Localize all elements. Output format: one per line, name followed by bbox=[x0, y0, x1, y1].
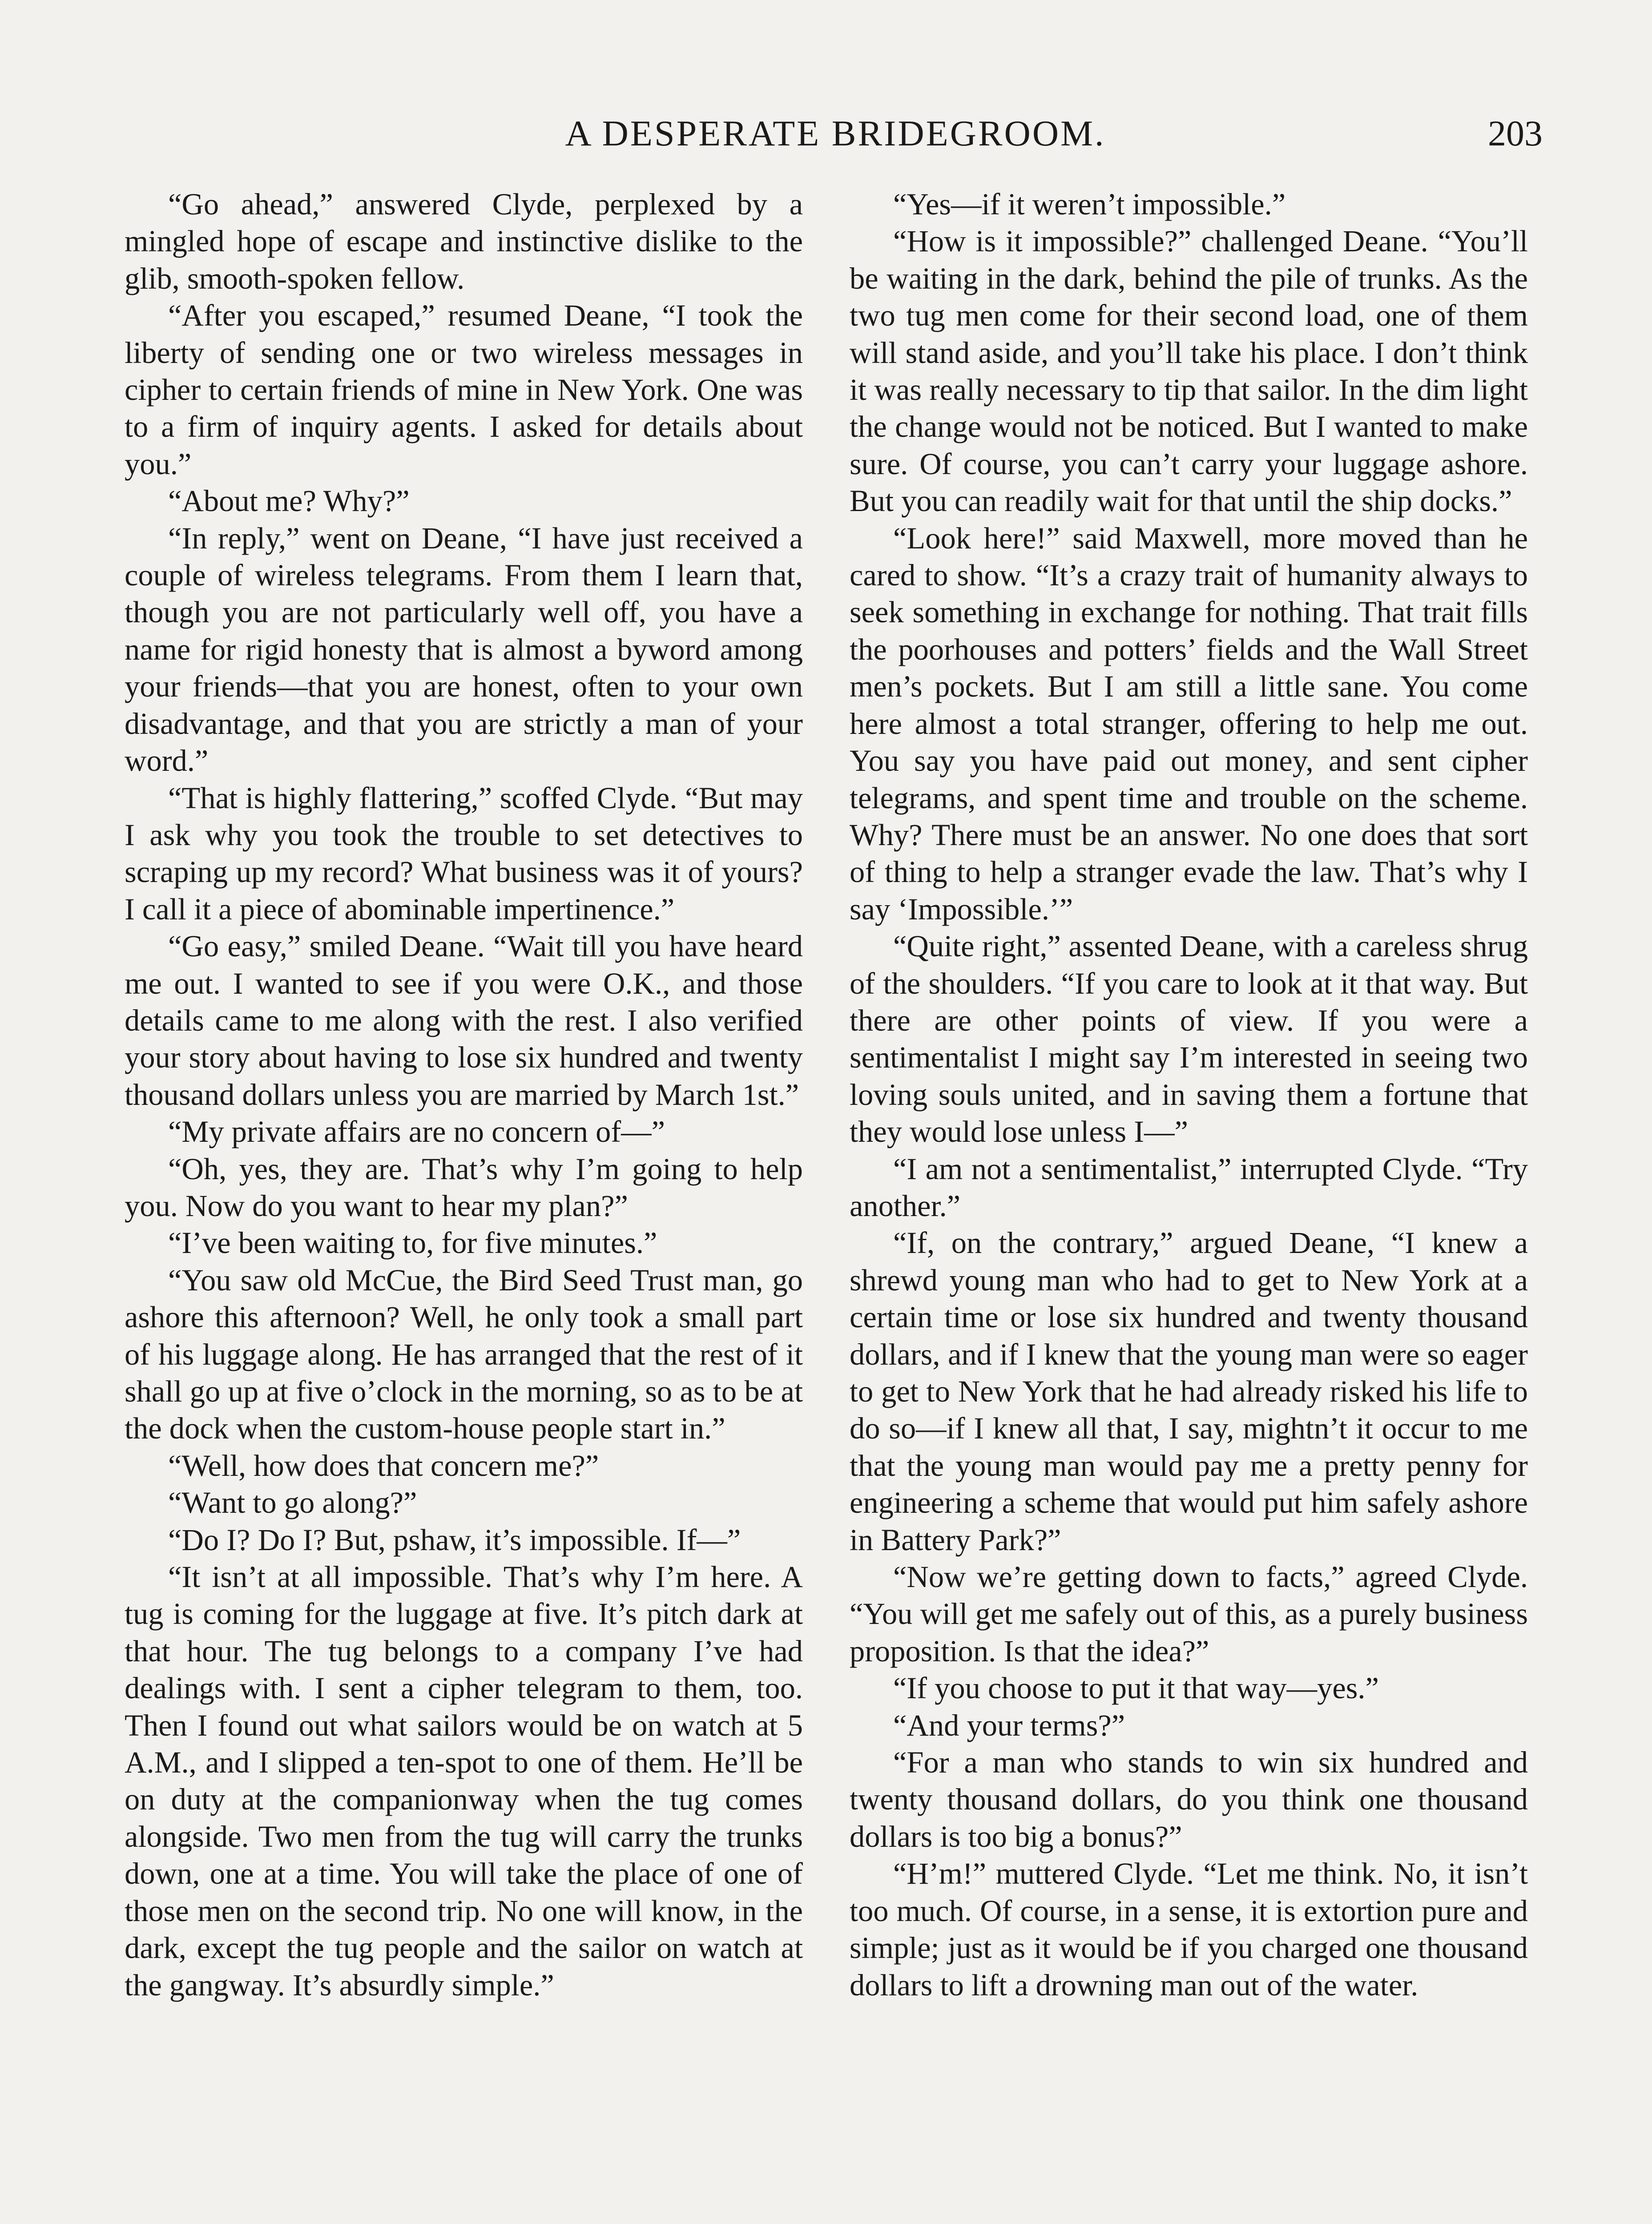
paragraph: “How is it impossible?” challenged Deane. “You’ll be waiting in the dark, behind the pile of trunks. As the two tug men come for their second load, one of them will stand aside, and you’ll take his place. I don’t think it was really necessary to tip that sailor. In the dim light the change would not be noticed. But I wanted to make sure. Of course, you can’t carry your luggage ashore. But you can readily wait for that until the ship docks.” bbox=[850, 224, 1528, 518]
paragraph: “My private affairs are no concern of—” bbox=[168, 1115, 665, 1149]
paragraph: “Go ahead,” answered Clyde, perplexed by a mingled hope of escape and instinctive dislike to the glib, smooth-spoken fellow. bbox=[125, 187, 803, 295]
paragraph: “If, on the contrary,” argued Deane, “I knew a shrewd young man who had to get to New York at a certain time or lose six hundred and twenty thousand dollars, and if I knew that the young man were so eager to get to New York that he had already risked his life to do so—if I knew all that, I say, mightn’t it occur to me that the young man would pay me a pretty penny for engineering a scheme that would put him safely ashore in Battery Park?” bbox=[850, 1226, 1528, 1557]
paragraph: “Quite right,” assented Deane, with a careless shrug of the shoulders. “If you care to look at it that way. But there are other points of view. If you were a sentimentalist I might say I’m interested in seeing two loving souls united, and in saving them a fortune that they would lose unless I—” bbox=[850, 929, 1528, 1149]
paragraph: “Want to go along?” bbox=[168, 1486, 417, 1520]
paragraph: “For a man who stands to win six hundred and twenty thousand dollars, do you think one thousand dollars is too big a bonus?” bbox=[850, 1745, 1528, 1853]
paragraph: “About me? Why?” bbox=[168, 484, 410, 518]
paragraph: “And your terms?” bbox=[893, 1708, 1125, 1742]
page-header bbox=[128, 109, 1543, 158]
paragraph: “I am not a sentimentalist,” interrupted Clyde. “Try another.” bbox=[850, 1152, 1528, 1223]
running-title: A DESPERATE BRIDEGROOM. bbox=[565, 113, 1106, 153]
paragraph: “Yes—if it weren’t impossible.” bbox=[893, 187, 1286, 221]
paragraph: “Well, how does that concern me?” bbox=[168, 1448, 599, 1483]
page-number: 203 bbox=[1488, 113, 1543, 153]
paragraph: “Now we’re getting down to facts,” agreed Clyde. “You will get me safely out of this, as a purely business proposition. Is that the idea?” bbox=[850, 1560, 1528, 1668]
paragraph: “It isn’t at all impossible. That’s why I’m here. A tug is coming for the luggage at five. It’s pitch dark at that hour. The tug belongs to a company I’ve had dealings with. I sent a cipher telegram to them, too. Then I found out what sailors would be on watch at 5 A.M., and I slipped a ten-spot to one of them. He’ll be on duty at the companionway when the tug comes alongside. Two men from the tug will carry the trunks down, one at a time. You will take the place of one of those men on the second trip. No one will know, in the dark, except the tug people and the sailor on watch at the gangway. It’s absurdly simple.” bbox=[125, 1560, 803, 2002]
paragraph: “Look here!” said Maxwell, more moved than he cared to show. “It’s a crazy trait of humanity always to seek something in exchange for nothing. That trait fills the poorhouses and potters’ fields and the Wall Street men’s pockets. But I am still a little sane. You come here almost a total stranger, offering to help me out. You say you have paid out money, and sent cipher telegrams, and spent time and trouble on the scheme. Why? There must be an answer. No one does that sort of thing to help a stranger evade the law. That’s why I say ‘Impossible.’” bbox=[850, 521, 1528, 926]
paragraph: “After you escaped,” resumed Deane, “I took the liberty of sending one or two wireless messages in cipher to certain friends of mine in New York. One was to a firm of inquiry agents. I asked for details about you.” bbox=[125, 298, 803, 481]
paragraph: “Go easy,” smiled Deane. “Wait till you have heard me out. I wanted to see if you were O.K., and those details came to me along with the rest. I also verified your story about having to lose six hundred and twenty thousand dollars unless you are married by March 1st.” bbox=[125, 929, 803, 1112]
paragraph: “Oh, yes, they are. That’s why I’m going to help you. Now do you want to hear my plan?” bbox=[125, 1152, 803, 1223]
right-column bbox=[850, 186, 1528, 2004]
paragraph: “You saw old McCue, the Bird Seed Trust man, go ashore this afternoon? Well, he only took a small part of his luggage along. He has arranged that the rest of it shall go up at five o’clock in the morning, so as to be at the dock when the custom-house people start in.” bbox=[125, 1263, 803, 1446]
paragraph: “If you choose to put it that way—yes.” bbox=[893, 1671, 1379, 1705]
left-column bbox=[125, 186, 803, 2004]
paragraph: “Do I? Do I? But, pshaw, it’s impossible. If—” bbox=[168, 1523, 741, 1557]
paragraph: “I’ve been waiting to, for five minutes.” bbox=[168, 1226, 657, 1260]
paragraph: “That is highly flattering,” scoffed Clyde. “But may I ask why you took the trouble to set detectives to scraping up my record? What business was it of yours? I call it a piece of abominable impertinence.” bbox=[125, 781, 803, 926]
paragraph: “H’m!” muttered Clyde. “Let me think. No, it isn’t too much. Of course, in a sense, it is extortion pure and simple; just as it would be if you charged one thousand dollars to lift a drowning man out of the water. bbox=[850, 1857, 1528, 2002]
paragraph: “In reply,” went on Deane, “I have just received a couple of wireless telegrams. From them I learn that, though you are not particularly well off, you have a name for rigid honesty that is almost a byword among your friends—that you are honest, often to your own disadvantage, and that you are strictly a man of your word.” bbox=[125, 521, 803, 778]
